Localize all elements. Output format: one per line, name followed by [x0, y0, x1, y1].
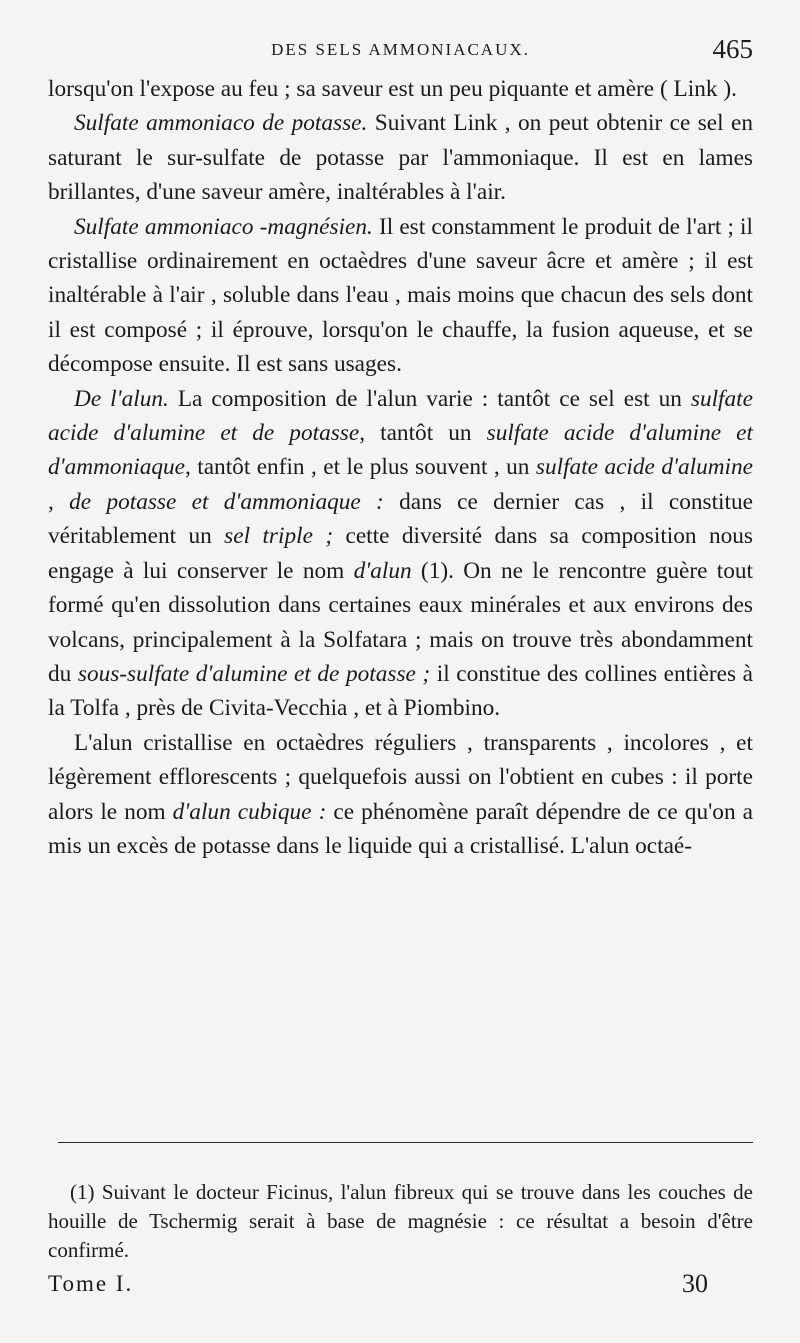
running-title: DES SELS AMMONIACAUX. — [271, 40, 530, 59]
italic-run: sulfate acide d'alumine et de potasse — [48, 385, 753, 447]
body-text — [48, 72, 753, 863]
footnote — [48, 1178, 753, 1265]
running-head — [48, 36, 753, 66]
text-run: ce phénomène paraît dépendre de ce qu'on a mis un excès de potasse dans le liquide qui a cristallisé. L'alun octaé- — [48, 798, 753, 859]
paragraph-de-l-alun — [48, 382, 753, 726]
footnote-text: (1) Suivant le docteur Ficinus, l'alun fibreux qui se trouve dans les couches de houille de Tschermig serait à base de magnésie : ce résultat a besoin d'être confirmé. — [48, 1180, 753, 1262]
italic-run: sous-sulfate d'alumine et de potasse ; — [77, 660, 431, 687]
italic-run: d'alun — [353, 557, 412, 584]
book-page — [48, 30, 753, 1320]
italic-run: d'alun cubique : — [172, 798, 327, 825]
signature-mark: 30 — [682, 1269, 708, 1298]
paragraph-text: Suivant Link , on peut obtenir ce sel en saturant le sur-sulfate de potasse par l'ammoniaque. Il est en lames brillantes, d'une saveur amère, inaltérables à l'air. — [48, 110, 753, 206]
italic-run: sulfate acide d'alumine , de potasse et d'ammoniaque : — [48, 454, 754, 515]
page-number: 465 — [712, 34, 753, 64]
italic-run: sel triple ; — [224, 523, 334, 550]
paragraph-continuation: lorsqu'on l'expose au feu ; sa saveur est un peu piquante et amère ( Link ). — [48, 76, 737, 102]
text-run: il constitue des collines entières à la Tolfa , près de Civita-Vecchia , et à Piombino. — [48, 660, 753, 722]
text-run: dans ce dernier cas , il constitue véritablement un — [48, 488, 753, 550]
italic-run: sulfate acide d'alumine et d'ammoniaque — [48, 420, 753, 481]
paragraph-sulfate-ammoniaco-potasse — [48, 106, 753, 209]
volume-label: Tome I. — [48, 1271, 134, 1296]
text-run: (1). On ne le rencontre guère tout formé qu'en dissolution dans certaines eaux minérales et aux environs des volcans, principalement à la Solfatara ; mais on trouve très abondamment du — [48, 557, 754, 687]
text-run: cette diversité dans sa composition nous engage à lui conserver le nom — [48, 523, 753, 584]
text-run: La composition de l'alun varie : tantôt ce sel est un — [168, 385, 691, 412]
paragraph-term: Sulfate ammoniaco de potasse. — [74, 110, 368, 137]
text-run: , tantôt un — [359, 420, 487, 447]
text-run: , tantôt enfin , et le plus souvent , un — [184, 454, 536, 481]
paragraph-sulfate-ammoniaco-magnesien — [48, 210, 753, 382]
paragraph-term: De l'alun. — [74, 385, 169, 412]
paragraph-text: Il est constamment le produit de l'art ; il cristallise ordinairement en octaèdres d'une saveur âcre et amère ; il est inaltérable à l'air , soluble dans l'eau , mais moins que chacun des sels dont il est composé ; il éprouve, lorsqu'on le chauffe, la fusion aqueuse, et se décompose ensuite. Il est sans usages. — [48, 213, 753, 378]
text-run: L'alun cristallise en octaèdres réguliers , transparents , incolores , et légèrement efflorescents ; quelquefois aussi on l'obtient en cubes : il porte alors le nom — [48, 729, 753, 825]
page-footer — [48, 1271, 753, 1307]
paragraph-term: Sulfate ammoniaco -magnésien. — [74, 213, 373, 240]
footnote-rule — [58, 1142, 753, 1143]
paragraph-cristallisation — [48, 726, 753, 864]
